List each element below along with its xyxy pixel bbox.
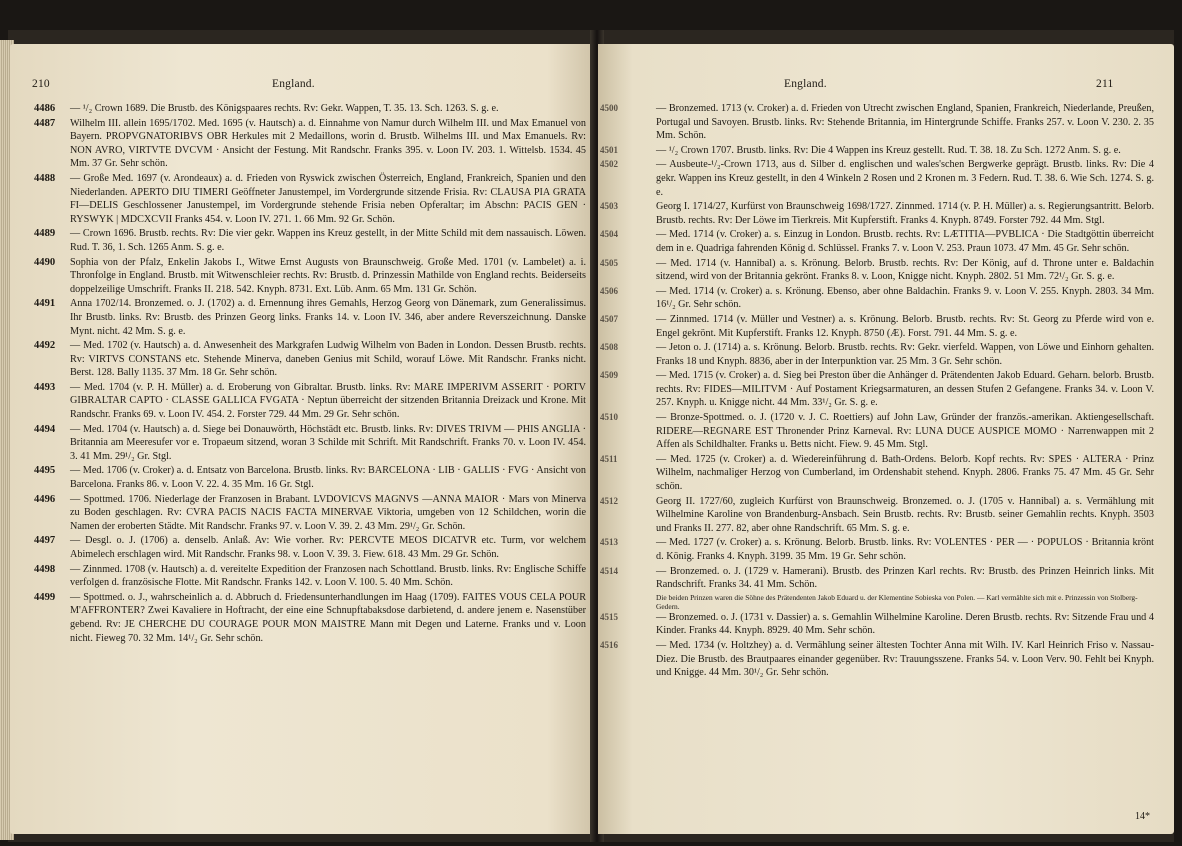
- entry-text: — Crown 1696. Brustb. rechts. Rv: Die vier gekr. Wappen ins Kreuz gestellt, in der Mitte Schild mit dem nassauisch. Löwen. Rud. T. 36, 1. Sch. 1265 Anm. S. g. e.: [70, 228, 586, 253]
- entry-text: — Med. 1734 (v. Holtzhey) a. d. Vermählung seiner ältesten Tochter Anna mit Wilh. IV. Karl Heinrich Friso v. Nassau-Diez. Die Brustb. des Brautpaares einander gegenüber. Rv: Trauungsszene. Franks 54. v. Loon Verv. 90. Fehlt bei Knyph. und Knigge. 44 Mm. 30¹/₂ Gr. Sehr schön.: [656, 639, 1154, 679]
- catalog-entry: [600, 611, 1154, 638]
- entry-number: 4507: [600, 313, 618, 324]
- entry-number: 4505: [600, 257, 618, 268]
- entry-text: — Bronzemed. o. J. (1731 v. Dassier) a. s. Gemahlin Wilhelmine Karoline. Deren Brustb. rechts. Rv: Sitzende Frau und 4 Kinder. Franks 44. Knyph. 8929. 40 Mm. Sehr schön.: [656, 611, 1154, 637]
- catalog-entry: [34, 256, 586, 297]
- entry-text: — Med. 1715 (v. Croker) a. d. Sieg bei Preston über die Anhänger d. Prätendenten Jakob Eduard. Geharn. belorb. Brustb. rechts. Rv: FIDES—MILITVM · Auf Postament Kriegsarmaturen, an dessen Stufen 2 Gefangene. Franks 34. v. Loon V. 257. Knyph. u. Knigge nicht. 44 Mm. 33¹/₂ Gr. S. g. e.: [656, 370, 1154, 409]
- entry-text: — Große Med. 1697 (v. Arondeaux) a. d. Frieden von Ryswick zwischen Österreich, England, Frankreich, Spanien und den Niederlanden. APERTO DIU TIMERI Geöffneter Janustempel, im Vordergrunde sitzende Frisia. Rv: CLAUSA PIA GRATA FI—DELIS Geschlossener Janustempel, im Vordergrunde stehende Frisia neben Opferaltar; im Abschn: PACIS GEN · RYSWYK | MDCXCVII Franks 454. v. Loon IV. 271. 1. 66 Mm. 92 Gr. Schön.: [70, 172, 586, 225]
- footnote: Die beiden Prinzen waren die Söhne des Prätendenten Jakob Eduard u. der Klementine Sobieska von Polen. — Karl vermählte sich mit e. Prinzessin von Stolberg-Gedern.: [656, 592, 1138, 611]
- entry-text: — Ausbeute-¹/₂-Crown 1713, aus d. Silber d. englischen und wales'schen Bergwerke geprägt. Brustb. links. Rv: Die 4 gekr. Wappen ins Kreuz gestellt, in den 4 Winkeln 2 Rosen und 2 Kronen m. 3 Federn. Rud. T. 38. 6. Wie Sch. 1274. S. g. e.: [656, 159, 1154, 198]
- entry-number: 4515: [600, 611, 618, 622]
- entry-number: 4490: [34, 256, 56, 268]
- entry-number: 4486: [34, 103, 56, 114]
- entry-text: — Spottmed. o. J., wahrscheinlich a. d. Abbruch d. Friedensunterhandlungen im Haag (1709). FAITES VOUS CELA POUR M'AFFRONTER? Zwei Kavaliere in Hoftracht, der eine eine Schnupftabaksdose darbietend, d. andere jenem e. Nasenstüber gebend. Rv: JE CHERCHE DU COURAGE POUR MON MAISTRE Mann mit Degen und Laterne. Franks und v. Loon nicht. Fieweg 70. 32 Mm. 14¹/₂ Gr. Sehr schön.: [70, 591, 586, 644]
- catalog-entry: [34, 563, 586, 590]
- signature-mark: 14*: [1135, 811, 1150, 822]
- entry-number: 4494: [34, 423, 56, 435]
- entry-number: 4491: [34, 298, 56, 310]
- entry-number: 4492: [34, 340, 56, 352]
- entry-text: — Jeton o. J. (1714) a. s. Krönung. Belorb. Brustb. rechts. Rv: Gekr. vierfeld. Wappen, von Löwe und Einhorn gehalten. Franks 18 und Knyph. 8836, aber in der Interpunktion var. 25 Mm. 3 Gr. Sehr schön.: [656, 342, 1154, 367]
- right-page: [598, 44, 1174, 834]
- catalog-entry: [34, 493, 586, 534]
- catalog-entry: [600, 369, 1154, 410]
- catalog-entry: [600, 144, 1154, 158]
- entry-number: 4510: [600, 412, 618, 423]
- entry-number: 4508: [600, 342, 618, 353]
- entry-text: — Med. 1704 (v. Hautsch) a. d. Siege bei Donauwörth, Höchstädt etc. Brustb. links. Rv: DIVES TRIVM — PHIS ANGLIA · Britannia am Meeresufer vor e. Tropaeum sitzend, woran 3 Schilde mit Schrift. Mit Randschrift. Franks 70. v. Loon IV. 454. 3. 41 Mm. 29¹/₂ Gr. Stgl.: [70, 423, 586, 462]
- running-head: England.: [784, 78, 827, 90]
- page-number: 210: [32, 78, 50, 90]
- entry-number: 4512: [600, 495, 618, 506]
- entry-text: Anna 1702/14. Bronzemed. o. J. (1702) a. d. Ernennung ihres Gemahls, Herzog Georg von Dänemark, zum Generalissimus. Ihr Brustb. links. Rv: Brustb. des Prinzen Georg links. Franks 14. v. Loon IV. 346, aber andere Reverszeichnung. Danske Mynt. nicht. 42 Mm. S. g. e.: [70, 298, 586, 337]
- entry-text: — Bronzemed. o. J. (1729 v. Hamerani). Brustb. des Prinzen Karl rechts. Rv: Brustb. des Prinzen Heinrich links. Mit Randschrift. Franks 34. 41 Mm. Schön.: [656, 565, 1154, 591]
- catalog-entry: [600, 536, 1154, 563]
- entry-text: — Med. 1727 (v. Croker) a. s. Krönung. Belorb. Brustb. links. Rv: VOLENTES · PER — · POPULOS · Britannia krönt d. König. Franks 4. Knyph. 3199. 35 Mm. 19 Gr. Sehr schön.: [656, 537, 1154, 562]
- entry-number: 4489: [34, 228, 56, 240]
- entry-number: 4511: [600, 453, 618, 464]
- catalog-entry: [600, 102, 1154, 143]
- entry-text: — ¹/₂ Crown 1707. Brustb. links. Rv: Die 4 Wappen ins Kreuz gestellt. Rud. T. 38. 18. Zu Sch. 1272 Anm. S. g. e.: [656, 144, 1121, 156]
- catalog-entry: [34, 227, 586, 254]
- entry-text: Sophia von der Pfalz, Enkelin Jakobs I., Witwe Ernst Augusts von Braunschweig. Große Med. 1701 (v. Lambelet) a. i. Thronfolge in England. Brustb. mit Witwenschleier rechts. Rv: Brustb. d. Prinzessin Mathilde von England rechts. Beiderseits doppelzeilige Umschrift. Franks II. 218. 542. Knyph. 8731. Ext. Lüb. Anm. 65 Mm. 131 Gr. Schön.: [70, 256, 586, 295]
- catalog-entry: [34, 464, 586, 491]
- entry-text: — Zinnmed. 1708 (v. Hautsch) a. d. vereitelte Expedition der Franzosen nach Schottland. Brustb. links. Rv: Englische Schiffe verfolgen d. französische Flotte. Mit Randschr. Franks 142. v. Loon V. 100. 5. 40 Mm. Schön.: [70, 563, 586, 589]
- entry-number: 4488: [34, 172, 56, 184]
- entry-text: — Desgl. o. J. (1706) a. denselb. Anlaß. Av: Wie vorher. Rv: PERCVTE MEOS DICATVR etc. Turm, vor welchem Abimelech erschlagen wird. Mit Randschr. Franks 98. v. Loon V. 39. 3. Fiew. 618. 43 Mm. 29 Gr. Schön.: [70, 535, 586, 560]
- entry-number: 4501: [600, 144, 618, 155]
- running-head: England.: [272, 78, 315, 90]
- catalog-entry: [600, 257, 1154, 284]
- entry-text: — Med. 1714 (v. Hannibal) a. s. Krönung. Belorb. Brustb. rechts. Rv: Der König, auf d. Throne unter e. Baldachin sitzend, wird von der Britannia gekrönt. Franks 8. v. Loon, Knigge nicht. Knyph. 2802. 51 Mm. 72¹/₂ Gr. S. g. e.: [656, 257, 1154, 283]
- catalog-entry: [600, 200, 1154, 227]
- entry-text: — ¹/₂ Crown 1689. Die Brustb. des Königspaares rechts. Rv: Gekr. Wappen, T. 35. 13. Sch. 1263. S. g. e.: [70, 103, 499, 114]
- catalog-entry: [34, 591, 586, 645]
- entry-text: — Med. 1702 (v. Hautsch) a. d. Anwesenheit des Markgrafen Ludwig Wilhelm von Baden in London. Dessen Brustb. rechts. Rv: VIRTVS CONSTANS etc. Stehende Minerva, daneben Genius mit Schild, worauf Löwe. Mit Randschr. Franks nicht. Berst. 128. Bally 1135. 37 Mm. 18 Gr. Sehr schön.: [70, 340, 586, 379]
- entry-number: 4499: [34, 591, 56, 603]
- entry-text: Wilhelm III. allein 1695/1702. Med. 1695 (v. Hautsch) a. d. Einnahme von Namur durch Wilhelm III. und Max Emanuel von Bayern. PROPVGNATORIBVS OBR Herkules mit 2 Medaillons, worin d. Brustb. Wilhelms III. und Max Emanuels. Rv: NON AVRO, VIRTVTE DVCVM · Ansicht der Festung. Mit Randschr. Franks 395. v. Loon IV. 203. 1. Wittelsb. 1534. 45 Mm. 37 Gr. Sehr schön.: [70, 117, 586, 170]
- entry-number: 4504: [600, 229, 618, 240]
- entry-number: 4509: [600, 370, 618, 381]
- entry-number: 4516: [600, 639, 618, 650]
- entry-text: — Bronze-Spottmed. o. J. (1720 v. J. C. Roettiers) auf John Law, Gründer der französ.-amerikan. Aktiengesellschaft. RIDERE—REGNARE EST Thronender Prinz Karneval. Rv: LUNA DUCE AUSPICE MOMO · Narrenwappen mit 2 Affen als Schildhalter. Franks u. Betts nicht. Fiew. 9. 45 Mm. Stgl.: [656, 412, 1154, 451]
- entry-number: 4496: [34, 493, 56, 505]
- catalog-entry: [34, 172, 586, 226]
- entry-number: 4500: [600, 103, 618, 113]
- catalog-entry: [34, 102, 586, 116]
- left-page: [10, 44, 594, 834]
- catalog-entry: [34, 339, 586, 380]
- entry-number: 4498: [34, 563, 56, 575]
- catalog-entry: [600, 228, 1154, 255]
- entry-text: Georg I. 1714/27, Kurfürst von Braunschweig 1698/1727. Zinnmed. 1714 (v. P. H. Müller) a. s. Regierungsantritt. Belorb. Brustb. rechts. Rv: Der Löwe im Tierkreis. Mit Kupferstift. Franks 4. Knyph. 8749. Forster 792. 44 Mm. Stgl.: [656, 201, 1154, 226]
- catalog-entry: [600, 285, 1154, 312]
- entry-number: 4514: [600, 565, 618, 576]
- entry-text: — Spottmed. 1706. Niederlage der Franzosen in Brabant. LVDOVICVS MAGNVS —ANNA MAIOR · Mars von Minerva zu Boden geschlagen. Rv: CVRA PACIS NACIS FACTA MINERVAE Viktoria, umgeben von 12 Schildchen, worin die Namen der eroberten Städte. Mit Randschr. Franks 97. v. Loon V. 39. 2. 43 Mm. 29¹/₂ Gr. Schön.: [70, 493, 586, 532]
- entry-number: 4506: [600, 285, 618, 296]
- catalog-entry: [600, 565, 1154, 592]
- entry-number: 4503: [600, 201, 618, 212]
- entry-text: — Bronzemed. 1713 (v. Croker) a. d. Frieden von Utrecht zwischen England, Spanien, Frankreich, Niederlande, Preußen, Portugal und Savoyen. Brustb. links. Rv: Stehende Britannia, im Hintergrunde Schiffe. Franks 257. v. Loon V. 230. 2. 35 Mm. Schön.: [656, 103, 1154, 142]
- catalog-entry: [600, 313, 1154, 340]
- entry-text: — Med. 1706 (v. Croker) a. d. Entsatz von Barcelona. Brustb. links. Rv: BARCELONA · LIB · GALLIS · FVG · Ansicht von Barcelona. Franks 86. v. Loon V. 22. 4. 35 Mm. 16 Gr. Stgl.: [70, 465, 586, 491]
- catalog-entry: [600, 639, 1154, 680]
- catalog-entry: [600, 411, 1154, 452]
- catalog-entry: [600, 341, 1154, 368]
- entry-text: — Med. 1704 (v. P. H. Müller) a. d. Eroberung von Gibraltar. Brustb. links. Rv: MARE IMPERIVM ASSERIT · PORTV GIBRALTAR CAPTO · CLASSE GALLICA FVGATA · Neptun überreicht der sitzenden Britannia Dreizack und Krone. Mit Randschr. Franks 69. v. Loon IV. 454. 2. Forster 729. 44 Mm. 29 Gr. Sehr schön.: [70, 381, 586, 421]
- right-page-text: [600, 102, 1154, 681]
- entry-text: — Med. 1725 (v. Croker) a. d. Wiedereinführung d. Bath-Ordens. Belorb. Kopf rechts. Rv: SPES · ALTERA · Prinz Wilhelm, nachmaliger Herzog von Cumberland, im Ordenshabit stehend. Knyph. 2806. Franks 75. 47 Mm. 45 Gr. Sehr schön.: [656, 453, 1154, 493]
- entry-text: — Med. 1714 (v. Croker) a. s. Einzug in London. Brustb. rechts. Rv: LÆTITIA—PVBLICA · Die Stadtgöttin überreicht dem in e. Quadriga fahrenden König d. Schlüssel. Franks 7. v. Loon V. 253. Praun 1073. 47 Mm. 45 Gr. Sehr schön.: [656, 229, 1154, 254]
- catalog-entry: [34, 117, 586, 171]
- catalog-entry: [600, 158, 1154, 199]
- entry-text: — Med. 1714 (v. Croker) a. s. Krönung. Ebenso, aber ohne Baldachin. Franks 9. v. Loon V. 255. Knyph. 2803. 34 Mm. 16¹/₂ Gr. Sehr schön.: [656, 285, 1154, 311]
- catalog-entry: [600, 495, 1154, 536]
- entry-number: 4495: [34, 465, 56, 477]
- page-number: 211: [1096, 78, 1114, 90]
- entry-text: — Zinnmed. 1714 (v. Müller und Vestner) a. s. Krönung. Belorb. Brustb. rechts. Rv: St. Georg zu Pferde wird von e. Engel gekrönt. Mit Kupferstift. Franks 12. Knyph. 8750 (Æ). Forst. 791. 44 Mm. S. g. e.: [656, 313, 1154, 339]
- entry-text: Georg II. 1727/60, zugleich Kurfürst von Braunschweig. Bronzemed. o. J. (1705 v. Hannibal) a. s. Vermählung mit Wilhelmine Karoline von Brandenburg-Ansbach. Sein Brustb. rechts. Rv: Brustb. seiner Gemahlin rechts. Knyph. 3503 und Franks II. 277. 82, aber ohne Randschrift. 65 Mm. S. g. e.: [656, 495, 1154, 534]
- entry-number: 4493: [34, 381, 56, 393]
- catalog-entry: [34, 297, 586, 338]
- entry-number: 4487: [34, 117, 56, 129]
- left-page-text: [34, 102, 586, 646]
- catalog-entry: [34, 423, 586, 464]
- catalog-entry: [34, 534, 586, 561]
- catalog-entry: [600, 453, 1154, 494]
- entry-number: 4513: [600, 537, 618, 548]
- entry-number: 4497: [34, 535, 56, 547]
- entry-number: 4502: [600, 159, 618, 170]
- catalog-entry: [34, 381, 586, 422]
